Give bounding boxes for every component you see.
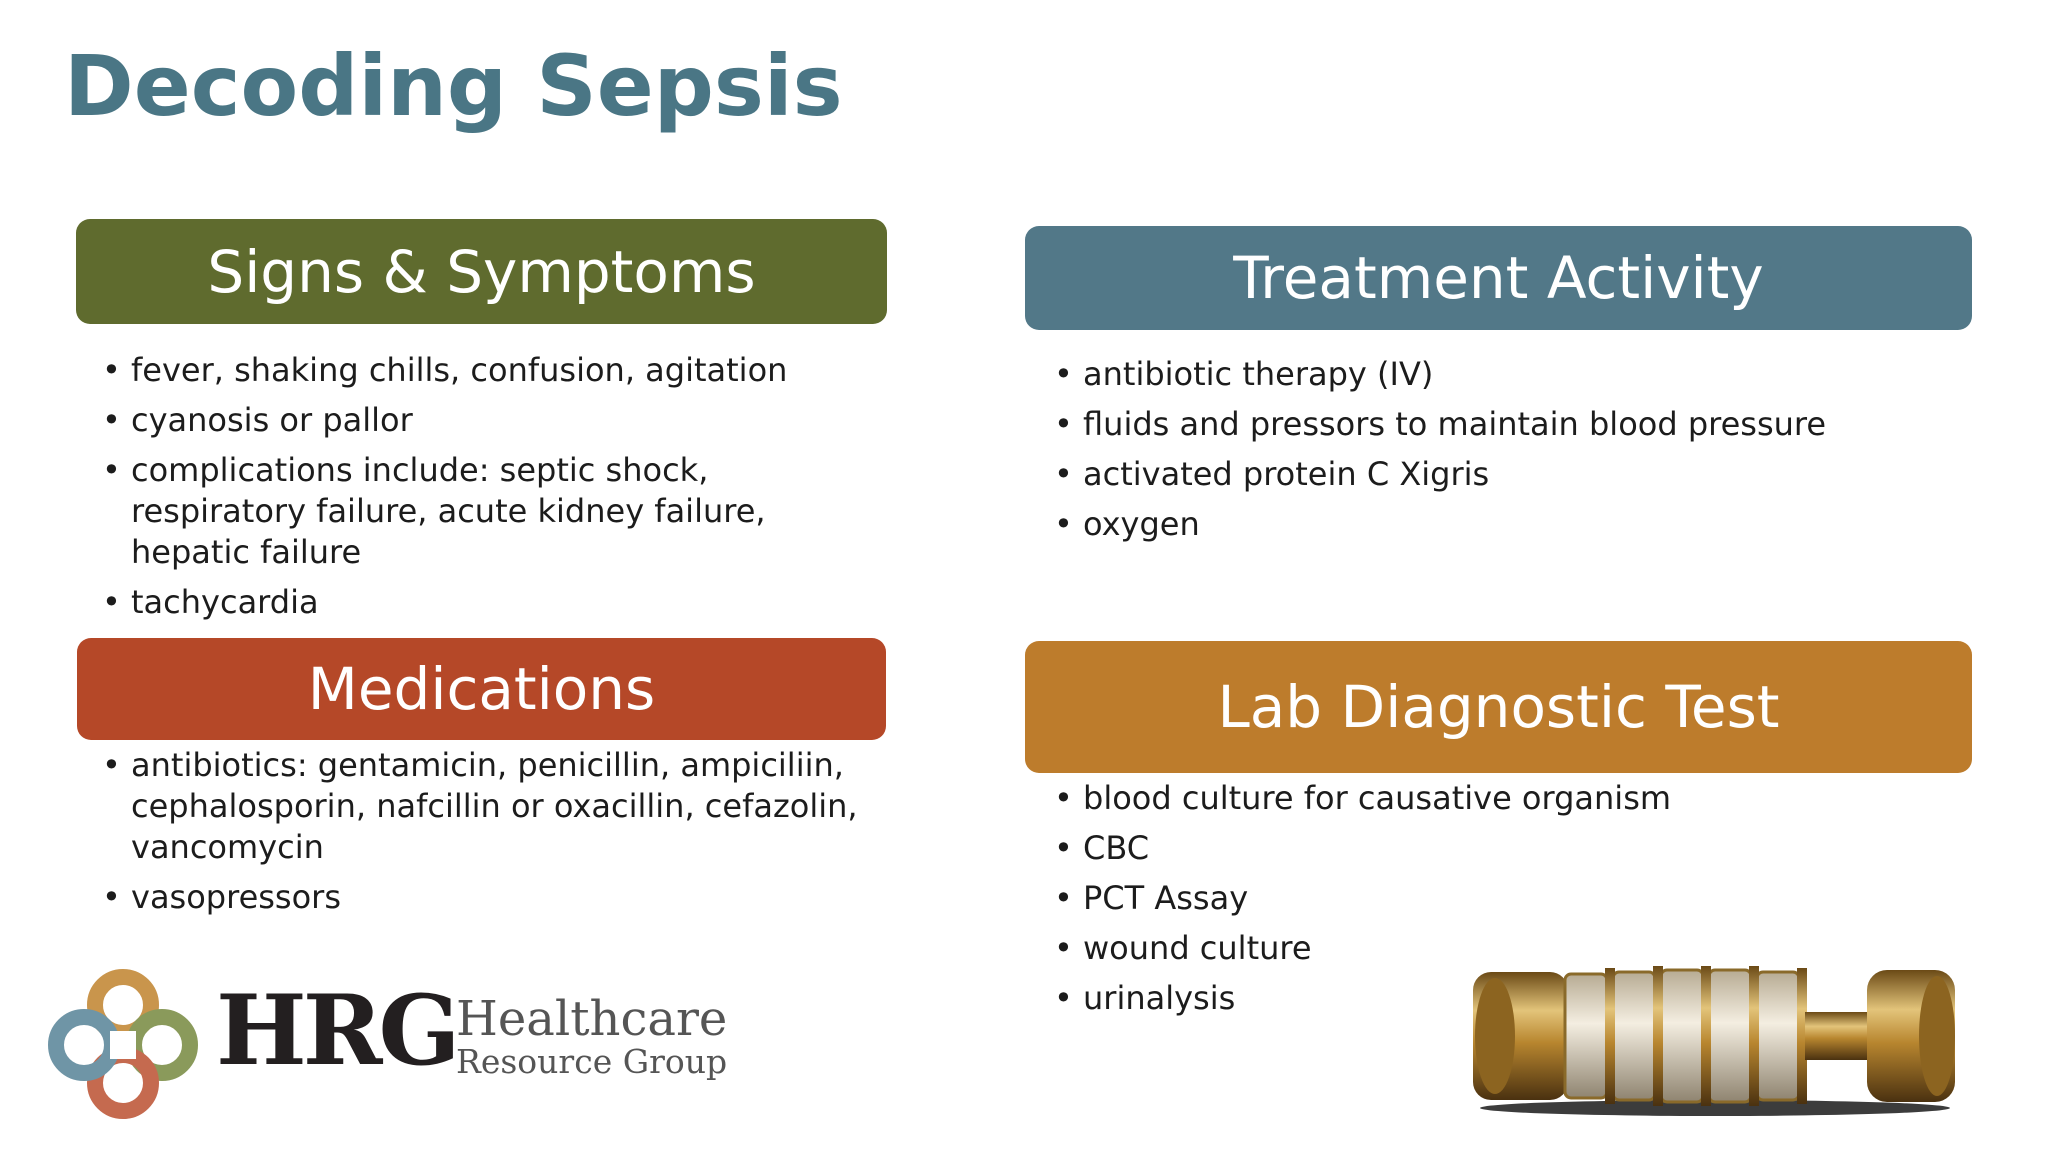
list-item: • cyanosis or pallor [102,401,413,439]
logo-line2: Resource Group [456,1042,728,1081]
list-item: • urinalysis [1054,979,1236,1017]
list-item: • antibiotic therapy (IV) [1054,355,1434,393]
slide-title: Decoding Sepsis [64,37,843,135]
medications-list [102,745,882,927]
list-item: • wound culture [1054,929,1312,967]
list-item: • blood culture for causative organism [1054,779,1672,817]
list-item: • fluids and pressors to maintain blood pressure [1054,405,1827,443]
hrg-logo [48,965,728,1125]
list-item: • oxygen [1054,505,1200,543]
bullet-icon: • [1054,355,1073,393]
bullet-icon: • [1054,505,1073,543]
bullet-icon: • [1054,879,1073,917]
logo-abbr: HRG [216,974,457,1087]
bullet-icon: • [102,583,121,621]
list-item: • PCT Assay [1054,879,1249,917]
bullet-icon: • [1054,779,1073,817]
bullet-icon: • [1054,829,1073,867]
bullet-icon: • [102,451,121,489]
treatment-activity-list [1054,354,1934,554]
signs-symptoms-header: Signs & Symptoms [76,219,887,324]
medications-header: Medications [77,638,886,740]
list-item: • fever, shaking chills, confusion, agitation [102,351,788,389]
treatment-activity-header: Treatment Activity [1025,226,1972,330]
bullet-icon: • [102,878,121,916]
bullet-icon: • [102,746,121,784]
logo-line1: Healthcare [456,991,728,1047]
bullet-icon: • [102,351,121,389]
bullet-icon: • [102,401,121,439]
bullet-icon: • [1054,929,1073,967]
hrg-logo-mark-icon [48,965,198,1120]
list-item: • activated protein C Xigris [1054,455,1490,493]
list-item: • vasopressors [102,878,341,916]
list-item: • CBC [1054,829,1150,867]
bullet-icon: • [1054,405,1073,443]
lab-diagnostic-header: Lab Diagnostic Test [1025,641,1972,773]
list-item: • complications include: septic shock, respiratory failure, acute kidney failure, hepatic failure [102,451,766,571]
bullet-icon: • [1054,979,1073,1017]
signs-symptoms-list [102,350,882,682]
cryptex-icon [1465,950,1965,1120]
bullet-icon: • [1054,455,1073,493]
list-item: • antibiotics: gentamicin, penicillin, ampiciliin, cephalosporin, nafcillin or oxacillin, cefazolin, vancomycin [102,746,858,866]
list-item: • tachycardia [102,583,319,621]
